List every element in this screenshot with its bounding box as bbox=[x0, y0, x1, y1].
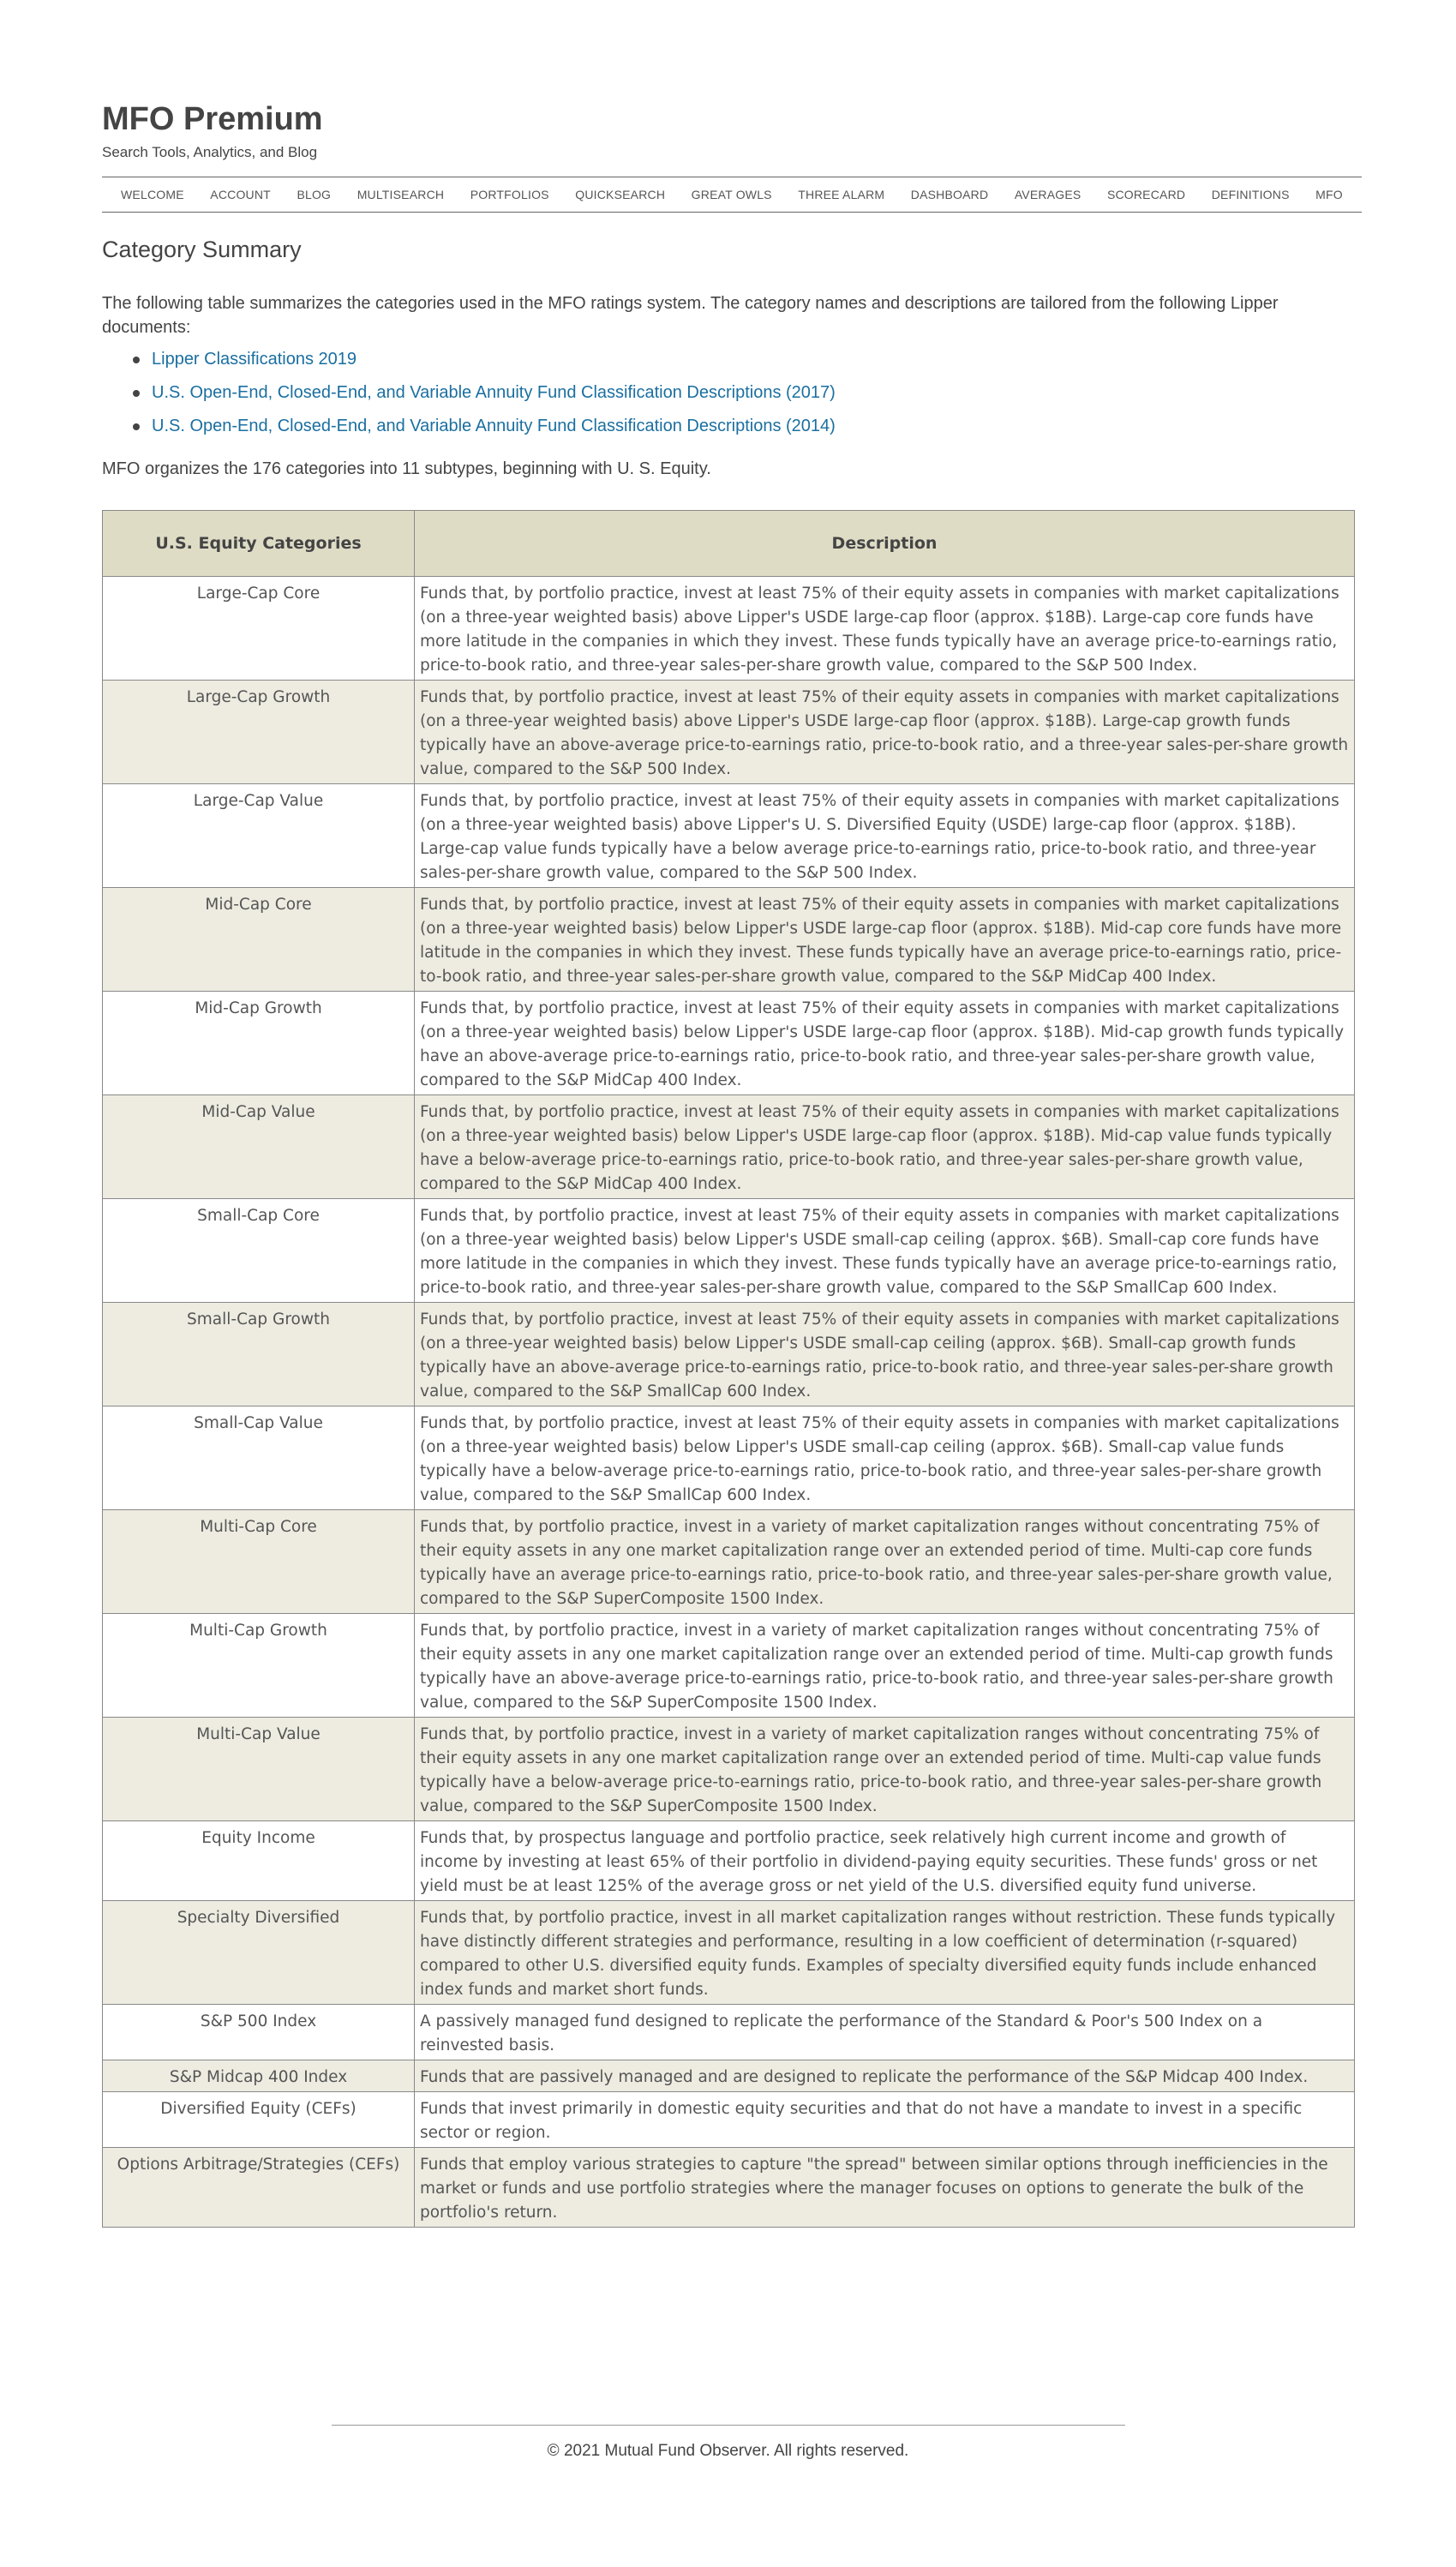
category-description: Funds that, by portfolio practice, invest at least 75% of their equity assets in companies with market capitalizations (on a three-year weighted basis) below Lipper's USDE large-cap floor (approx. $18B). Mid-cap core funds have more latitude in the companies in which they invest. These funds typically have an average price-to-earnings ratio, price-to-book ratio, and three-year sales-per-share growth value, compared to the S&P MidCap 400 Index. bbox=[415, 888, 1355, 992]
footer-copyright: © 2021 Mutual Fund Observer. All rights reserved. bbox=[547, 2442, 909, 2460]
category-name: Equity Income bbox=[103, 1821, 415, 1901]
category-description: Funds that employ various strategies to capture "the spread" between similar options through inefficiencies in the market or funds and use portfolio strategies where the manager focuses on options to generate the bulk of the portfolio's return. bbox=[415, 2148, 1355, 2228]
nav-definitions[interactable]: DEFINITIONS bbox=[1211, 188, 1290, 201]
link-classification-descriptions-2017[interactable]: U.S. Open-End, Closed-End, and Variable Annuity Fund Classification Descriptions (2017) bbox=[152, 383, 836, 402]
nav-welcome[interactable]: WELCOME bbox=[121, 188, 184, 201]
nav-portfolios[interactable]: PORTFOLIOS bbox=[470, 188, 549, 201]
nav-account[interactable]: ACCOUNT bbox=[210, 188, 271, 201]
category-description: Funds that, by portfolio practice, invest at least 75% of their equity assets in companies with market capitalizations (on a three-year weighted basis) above Lipper's USDE large-cap floor (approx. $18B). Large-cap core funds have more latitude in the companies in which they invest. These funds typically have an average price-to-earnings ratio, price-to-book ratio, and three-year sales-per-share growth value, compared to the S&P 500 Index. bbox=[415, 577, 1355, 681]
category-description: Funds that, by portfolio practice, invest in a variety of market capitalization ranges without concentrating 75% of their equity assets in any one market capitalization range over an extended period of time. Multi-cap core funds typically have an average price-to-earnings ratio, price-to-book ratio, and three-year sales-per-share growth value, compared to the S&P SuperComposite 1500 Index. bbox=[415, 1510, 1355, 1614]
category-name: Large-Cap Core bbox=[103, 577, 415, 681]
nav-great-owls[interactable]: GREAT OWLS bbox=[691, 188, 772, 201]
subtype-summary: MFO organizes the 176 categories into 11 subtypes, beginning with U. S. Equity. bbox=[102, 459, 711, 478]
table-row bbox=[103, 1510, 1355, 1614]
nav-three-alarm[interactable]: THREE ALARM bbox=[798, 188, 885, 201]
nav-quicksearch[interactable]: QUICKSEARCH bbox=[575, 188, 666, 201]
category-description: Funds that, by portfolio practice, invest in a variety of market capitalization ranges without concentrating 75% of their equity assets in any one market capitalization range over an extended period of time. Multi-cap value funds typically have a below-average price-to-earnings ratio, price-to-book ratio, and three-year sales-per-share growth value, compared to the S&P SuperComposite 1500 Index. bbox=[415, 1718, 1355, 1821]
table-row bbox=[103, 888, 1355, 992]
category-description: Funds that, by portfolio practice, invest at least 75% of their equity assets in companies with market capitalizations (on a three-year weighted basis) above Lipper's U. S. Diversified Equity (USDE) large-cap floor (approx. $18B). Large-cap value funds typically have a below average price-to-earnings ratio, price-to-book ratio, and three-year sales-per-share growth value, compared to the S&P 500 Index. bbox=[415, 784, 1355, 888]
category-name: Options Arbitrage/Strategies (CEFs) bbox=[103, 2148, 415, 2228]
table-header-row bbox=[103, 511, 1355, 577]
nav-averages[interactable]: AVERAGES bbox=[1014, 188, 1082, 201]
list-item bbox=[152, 345, 836, 379]
category-name: Large-Cap Growth bbox=[103, 681, 415, 784]
category-name: Large-Cap Value bbox=[103, 784, 415, 888]
table-row bbox=[103, 577, 1355, 681]
table-row bbox=[103, 992, 1355, 1095]
lipper-document-links bbox=[102, 345, 836, 446]
site-tagline: Search Tools, Analytics, and Blog bbox=[102, 144, 318, 160]
list-item bbox=[152, 379, 836, 412]
category-name: Multi-Cap Core bbox=[103, 1510, 415, 1614]
category-name: S&P 500 Index bbox=[103, 2005, 415, 2060]
category-description: Funds that, by portfolio practice, invest at least 75% of their equity assets in companies with market capitalizations (on a three-year weighted basis) below Lipper's USDE small-cap ceiling (approx. $6B). Small-cap growth funds typically have an above-average price-to-earnings ratio, price-to-book ratio, and three-year sales-per-share growth value, compared to the S&P SmallCap 600 Index. bbox=[415, 1303, 1355, 1406]
table-row bbox=[103, 1199, 1355, 1303]
footer-divider bbox=[332, 2425, 1125, 2426]
table-row bbox=[103, 2005, 1355, 2060]
list-item bbox=[152, 412, 836, 446]
table-row bbox=[103, 2092, 1355, 2148]
nav-mfo[interactable]: MFO bbox=[1315, 188, 1343, 201]
category-description: Funds that invest primarily in domestic equity securities and that do not have a mandate to invest in a specific sector or region. bbox=[415, 2092, 1355, 2148]
category-description: A passively managed fund designed to replicate the performance of the Standard & Poor's 500 Index on a reinvested basis. bbox=[415, 2005, 1355, 2060]
category-description: Funds that, by portfolio practice, invest at least 75% of their equity assets in companies with market capitalizations (on a three-year weighted basis) below Lipper's USDE large-cap floor (approx. $18B). Mid-cap value funds typically have a below-average price-to-earnings ratio, price-to-book ratio, and three-year sales-per-share growth value, compared to the S&P MidCap 400 Index. bbox=[415, 1095, 1355, 1199]
category-name: Multi-Cap Value bbox=[103, 1718, 415, 1821]
column-header-description: Description bbox=[415, 511, 1355, 577]
table-row bbox=[103, 2148, 1355, 2228]
nav-scorecard[interactable]: SCORECARD bbox=[1106, 188, 1186, 201]
category-description: Funds that, by portfolio practice, invest in all market capitalization ranges without restriction. These funds typically have distinctly different strategies and performance, resulting in a low coefficient of determination (r-squared) compared to other U.S. diversified equity funds. Examples of specialty diversified equity funds include enhanced index funds and market short funds. bbox=[415, 1901, 1355, 2005]
site-title[interactable]: MFO Premium bbox=[102, 101, 323, 137]
nav-dashboard[interactable]: DASHBOARD bbox=[910, 188, 989, 201]
table-row bbox=[103, 1406, 1355, 1510]
table-row bbox=[103, 1095, 1355, 1199]
table-row bbox=[103, 2060, 1355, 2092]
table-row bbox=[103, 1303, 1355, 1406]
category-description: Funds that, by portfolio practice, invest at least 75% of their equity assets in companies with market capitalizations (on a three-year weighted basis) below Lipper's USDE small-cap ceiling (approx. $6B). Small-cap core funds have more latitude in the companies in which they invest. These funds typically have an average price-to-earnings ratio, price-to-book ratio, and three-year sales-per-share growth value, compared to the S&P SmallCap 600 Index. bbox=[415, 1199, 1355, 1303]
category-name: Mid-Cap Growth bbox=[103, 992, 415, 1095]
category-description: Funds that, by portfolio practice, invest at least 75% of their equity assets in companies with market capitalizations (on a three-year weighted basis) below Lipper's USDE large-cap floor (approx. $18B). Mid-cap growth funds typically have an above-average price-to-earnings ratio, price-to-book ratio, and three-year sales-per-share growth value, compared to the S&P MidCap 400 Index. bbox=[415, 992, 1355, 1095]
category-description: Funds that, by prospectus language and portfolio practice, seek relatively high current income and growth of income by investing at least 65% of their portfolio in dividend-paying equity securities. These funds' gross or net yield must be at least 125% of the average gross or net yield of the U.S. diversified equity fund universe. bbox=[415, 1821, 1355, 1901]
category-description: Funds that, by portfolio practice, invest in a variety of market capitalization ranges without concentrating 75% of their equity assets in any one market capitalization range over an extended period of time. Multi-cap growth funds typically have an above-average price-to-earnings ratio, price-to-book ratio, and three-year sales-per-share growth value, compared to the S&P SuperComposite 1500 Index. bbox=[415, 1614, 1355, 1718]
category-description: Funds that, by portfolio practice, invest at least 75% of their equity assets in companies with market capitalizations (on a three-year weighted basis) above Lipper's USDE large-cap floor (approx. $18B). Large-cap growth funds typically have an above-average price-to-earnings ratio, price-to-book ratio, and a three-year sales-per-share growth value, compared to the S&P 500 Index. bbox=[415, 681, 1355, 784]
table-row bbox=[103, 1821, 1355, 1901]
table-row bbox=[103, 1614, 1355, 1718]
nav-blog[interactable]: BLOG bbox=[297, 188, 332, 201]
category-table bbox=[102, 510, 1355, 2228]
column-header-category: U.S. Equity Categories bbox=[103, 511, 415, 577]
table-row bbox=[103, 1901, 1355, 2005]
page-title: Category Summary bbox=[102, 237, 302, 262]
category-description: Funds that are passively managed and are designed to replicate the performance of the S&P Midcap 400 Index. bbox=[415, 2060, 1355, 2092]
category-name: Specialty Diversified bbox=[103, 1901, 415, 2005]
intro-text: The following table summarizes the categories used in the MFO ratings system. The category names and descriptions are tailored from the following Lipper documents: bbox=[102, 294, 1279, 337]
category-name: S&P Midcap 400 Index bbox=[103, 2060, 415, 2092]
table-body bbox=[103, 577, 1355, 2228]
category-name: Small-Cap Core bbox=[103, 1199, 415, 1303]
category-name: Mid-Cap Value bbox=[103, 1095, 415, 1199]
table-row bbox=[103, 681, 1355, 784]
link-classification-descriptions-2014[interactable]: U.S. Open-End, Closed-End, and Variable Annuity Fund Classification Descriptions (2014) bbox=[152, 417, 836, 435]
category-name: Multi-Cap Growth bbox=[103, 1614, 415, 1718]
table-row bbox=[103, 1718, 1355, 1821]
category-name: Small-Cap Growth bbox=[103, 1303, 415, 1406]
link-lipper-classifications-2019[interactable]: Lipper Classifications 2019 bbox=[152, 350, 357, 369]
category-name: Diversified Equity (CEFs) bbox=[103, 2092, 415, 2148]
nav-multisearch[interactable]: MULTISEARCH bbox=[357, 188, 445, 201]
table-row bbox=[103, 784, 1355, 888]
category-name: Small-Cap Value bbox=[103, 1406, 415, 1510]
category-description: Funds that, by portfolio practice, invest at least 75% of their equity assets in companies with market capitalizations (on a three-year weighted basis) below Lipper's USDE small-cap ceiling (approx. $6B). Small-cap value funds typically have a below-average price-to-earnings ratio, price-to-book ratio, and three-year sales-per-share growth value, compared to the S&P SmallCap 600 Index. bbox=[415, 1406, 1355, 1510]
category-name: Mid-Cap Core bbox=[103, 888, 415, 992]
main-nav bbox=[102, 177, 1362, 213]
